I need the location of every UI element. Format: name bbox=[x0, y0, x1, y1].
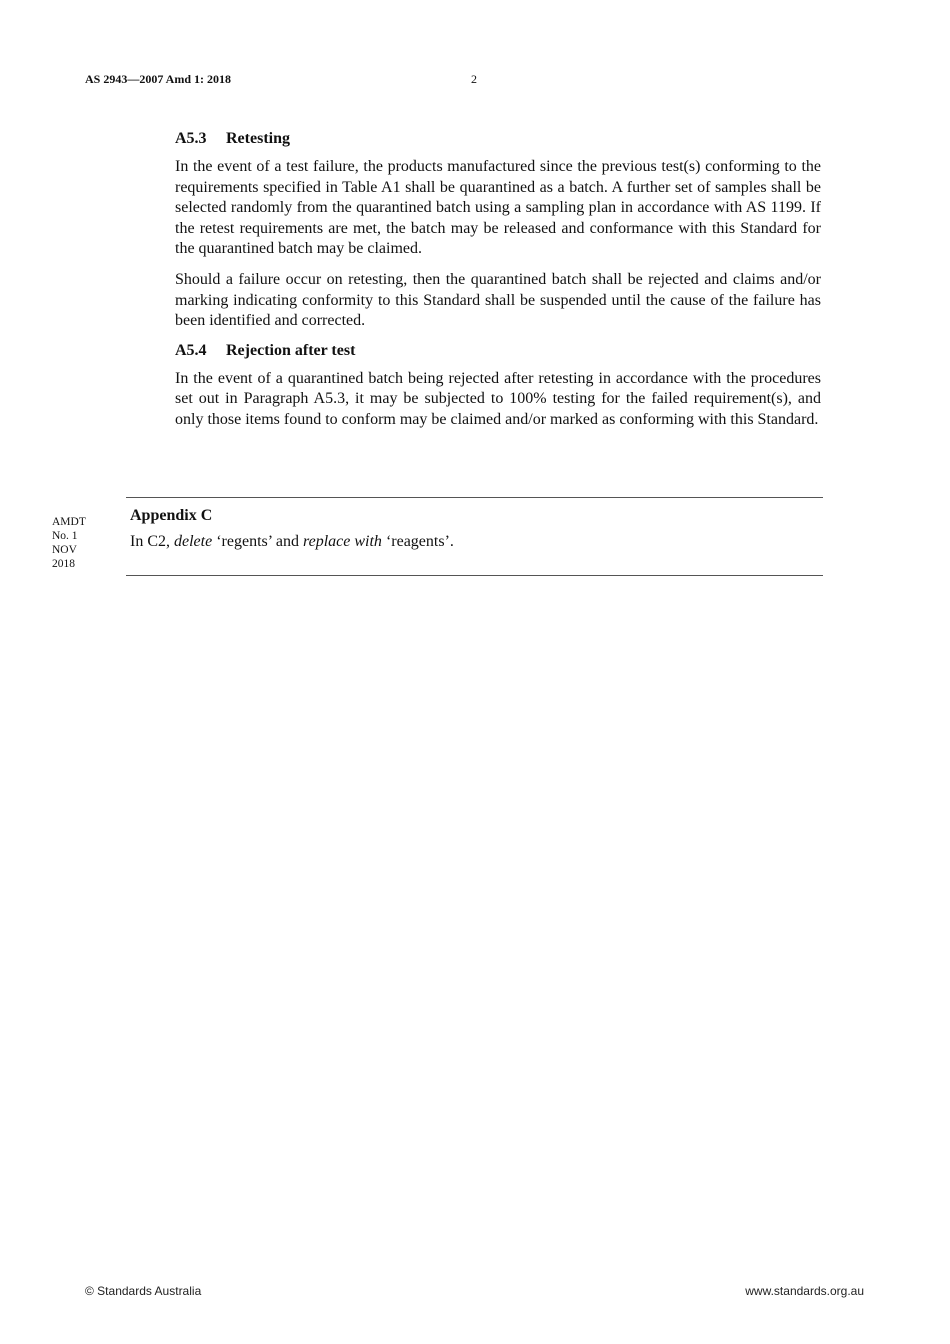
old-word: ‘regents’ and bbox=[212, 533, 303, 550]
amendment-top-rule bbox=[126, 497, 823, 498]
running-head: AS 2943—2007 Amd 1: 2018 bbox=[85, 72, 232, 86]
amendment-note-line: AMDT bbox=[52, 516, 86, 528]
section-heading-a54 bbox=[175, 342, 821, 360]
main-content bbox=[175, 130, 821, 441]
new-word: ‘reagents’. bbox=[381, 533, 454, 550]
footer-copyright: © Standards Australia bbox=[85, 1284, 202, 1298]
section-title: Rejection after test bbox=[226, 341, 356, 359]
instruction-prefix: In C2, bbox=[130, 533, 174, 550]
replace-action: replace with bbox=[302, 533, 382, 550]
amendment-instruction bbox=[130, 533, 820, 551]
appendix-heading: Appendix C bbox=[130, 507, 213, 524]
paragraph: In the event of a test failure, the products manufactured since the previous test(s) conforming to the requirements specified in Table A1 shall be quarantined as a batch. A further set of samples shall be selected randomly from the quarantined batch using a sampling plan in accordance with AS 1199. If the retest requirements are met, the batch may be released and conformance with this Standard for the quarantined batch may be claimed. bbox=[175, 158, 821, 258]
page-number: 2 bbox=[471, 72, 477, 86]
section-heading-a53 bbox=[175, 130, 821, 148]
section-number: A5.3 bbox=[175, 130, 207, 147]
amendment-margin-note bbox=[52, 515, 86, 571]
section-title: Retesting bbox=[226, 130, 290, 147]
paragraph: In the event of a quarantined batch being rejected after retesting in accordance with the procedures set out in Paragraph A5.3, it may be subjected to 100% testing for the failed requirement(s), and only those items found to conform may be claimed and/or marked as conforming with this Standard. bbox=[175, 369, 821, 428]
section-number: A5.4 bbox=[175, 341, 207, 359]
amendment-note-line: No. 1 bbox=[52, 530, 78, 542]
amendment-note-line: 2018 bbox=[52, 558, 75, 570]
amendment-bottom-rule bbox=[126, 575, 823, 576]
footer-website: www.standards.org.au bbox=[745, 1284, 864, 1298]
delete-action: delete bbox=[174, 533, 213, 550]
amendment-block bbox=[130, 507, 820, 551]
amendment-note-line: NOV bbox=[52, 544, 77, 556]
paragraph: Should a failure occur on retesting, then the quarantined batch shall be rejected and claims and/or marking indicating conformity to this Standard shall be suspended until the cause of the failure has been identified and corrected. bbox=[175, 270, 821, 330]
